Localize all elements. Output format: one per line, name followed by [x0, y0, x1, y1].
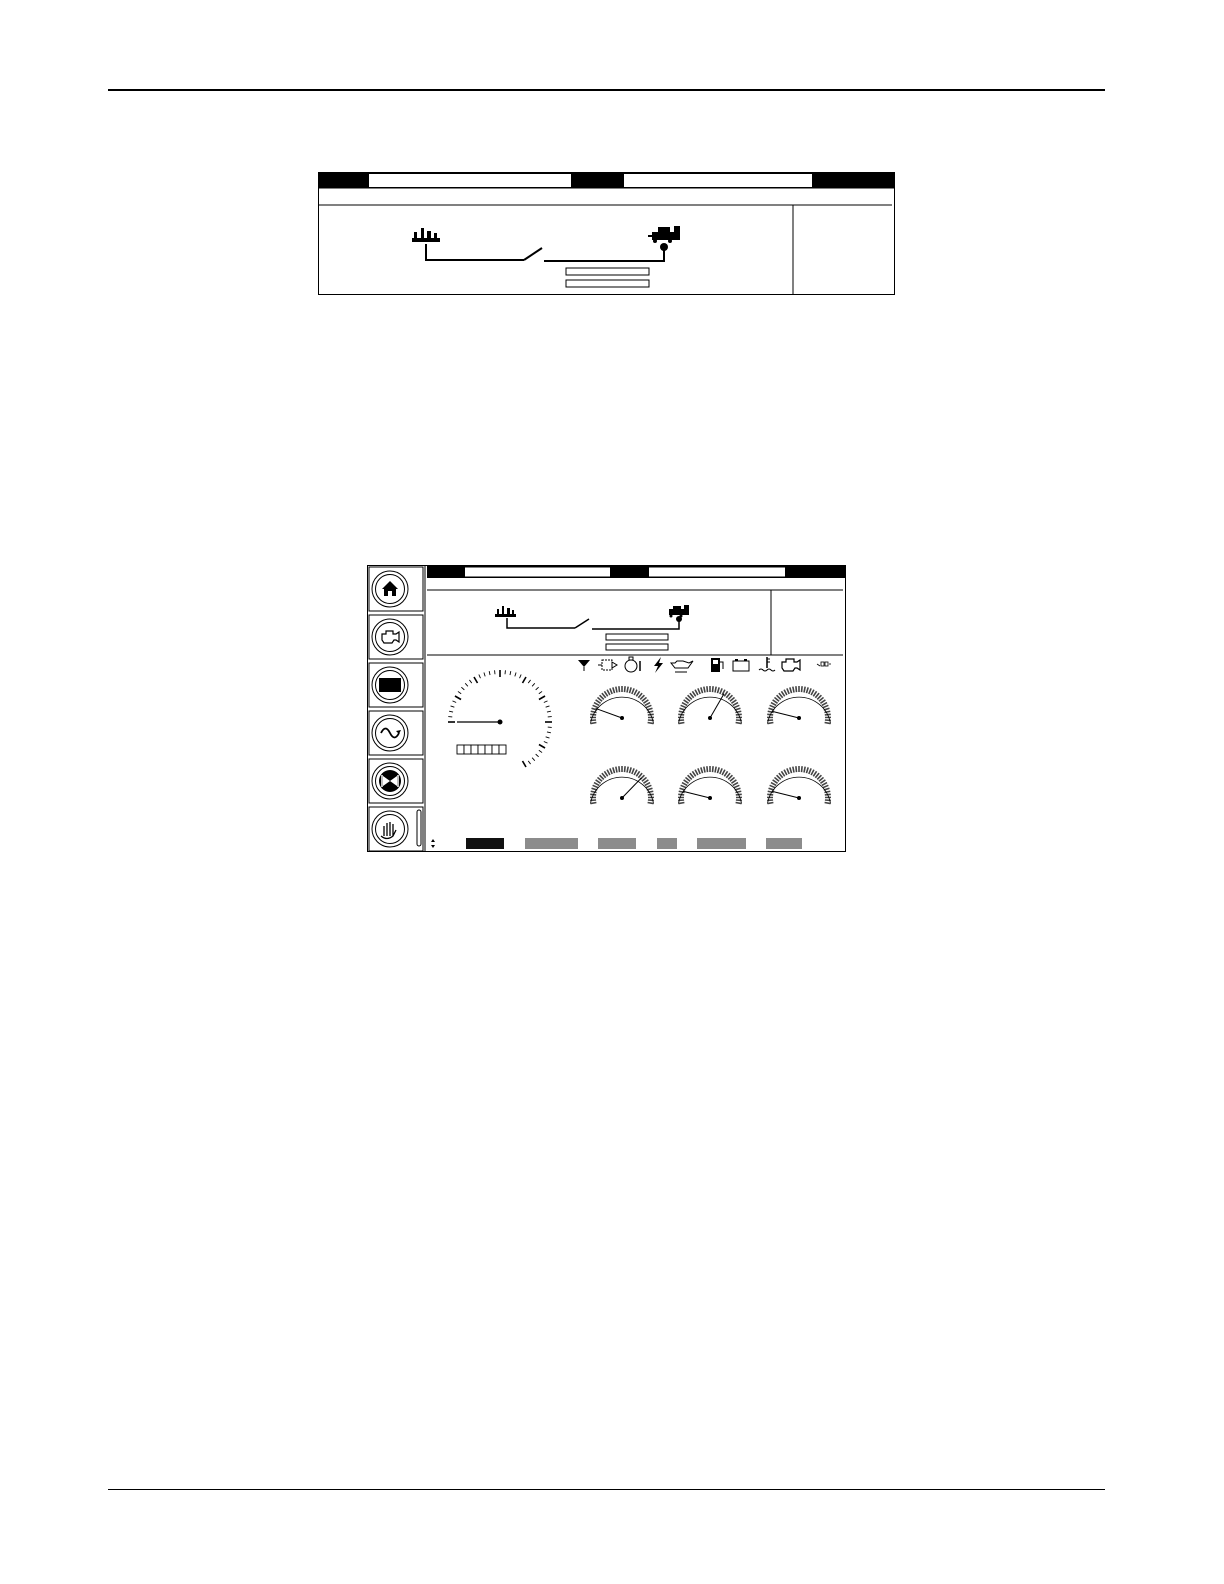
- gauge-tick: [802, 686, 803, 692]
- bottom-tab-2[interactable]: [525, 838, 578, 849]
- header-field-1: [369, 174, 571, 187]
- gauge-tick: [678, 803, 684, 804]
- gauge-tick: [804, 687, 805, 693]
- gauge-hub: [620, 796, 624, 800]
- gauge-hub: [708, 796, 712, 800]
- status-box-1: [606, 634, 668, 640]
- gauge-tick: [715, 767, 716, 773]
- controller-home-screen: [367, 565, 847, 853]
- gauge-hub: [708, 716, 712, 720]
- gauge-tick: [802, 766, 803, 772]
- bottom-tab-5[interactable]: [697, 838, 746, 849]
- gauge-tick: [619, 766, 620, 772]
- panel-frame: [319, 173, 895, 295]
- screen-frame: [368, 566, 846, 852]
- status-box-2: [566, 280, 649, 287]
- header-bar: [319, 173, 895, 189]
- gauge-tick: [793, 767, 794, 773]
- gauge-tick: [627, 767, 628, 773]
- gauge-tick: [590, 803, 596, 804]
- nav-button-1[interactable]: [369, 567, 423, 611]
- gauge-tick: [625, 686, 626, 692]
- bottom-tab-3[interactable]: [598, 838, 636, 849]
- gauge-tick: [767, 803, 773, 804]
- generator-node: [660, 243, 668, 251]
- gauge-tick: [804, 767, 805, 773]
- gauge-tick: [590, 723, 596, 724]
- nav-button-2[interactable]: [369, 615, 423, 659]
- gauge-tick: [619, 686, 620, 692]
- bottom-tab-4[interactable]: [657, 838, 677, 849]
- status-box-2: [606, 644, 668, 650]
- gauge-tick: [627, 687, 628, 693]
- nav-button-4[interactable]: [369, 711, 423, 755]
- gauge-tick: [796, 686, 797, 692]
- gauge-tick: [648, 723, 654, 724]
- gauge-tick: [625, 766, 626, 772]
- nav-button-6[interactable]: [369, 807, 423, 851]
- gauge-tick: [648, 803, 654, 804]
- generator-node: [676, 616, 682, 622]
- ats-status-panel: [318, 172, 895, 295]
- gauge-tick: [616, 687, 617, 693]
- gauge-tick: [793, 687, 794, 693]
- gauge-tick: [796, 766, 797, 772]
- engine-hours-display: [457, 745, 506, 754]
- nav-button-5[interactable]: [369, 759, 423, 803]
- nav-button-3[interactable]: [369, 663, 423, 707]
- gauge-tick: [707, 766, 708, 772]
- battery-rect-icon: [379, 678, 401, 692]
- header-field-1: [465, 568, 610, 577]
- gauge-tick: [704, 687, 705, 693]
- header-field-2: [624, 174, 812, 187]
- header-rule: [108, 89, 1105, 91]
- gauge-hub: [797, 716, 801, 720]
- gauge-tick: [736, 803, 742, 804]
- footer-rule: [108, 1489, 1105, 1490]
- status-box-1: [566, 268, 649, 275]
- nav-scrollbar[interactable]: [417, 810, 421, 846]
- gauge-tick: [678, 723, 684, 724]
- bowtie-valve-icon: [379, 770, 401, 792]
- gauge-hub: [797, 796, 801, 800]
- gauge-tick: [825, 723, 831, 724]
- gauge-tick: [736, 723, 742, 724]
- gauge-tick: [715, 687, 716, 693]
- gauge-tick: [713, 766, 714, 772]
- bottom-tab-1[interactable]: [466, 838, 504, 849]
- gauge-tick: [704, 767, 705, 773]
- gauge-tick: [616, 767, 617, 773]
- gauge-tick: [825, 803, 831, 804]
- gauge-tick: [707, 686, 708, 692]
- tach-hub: [498, 720, 503, 725]
- header-field-2: [649, 568, 785, 577]
- gauge-tick: [767, 723, 773, 724]
- bottom-tab-6[interactable]: [766, 838, 802, 849]
- gauge-tick: [713, 686, 714, 692]
- header-bar: [427, 566, 845, 578]
- gauge-hub: [620, 716, 624, 720]
